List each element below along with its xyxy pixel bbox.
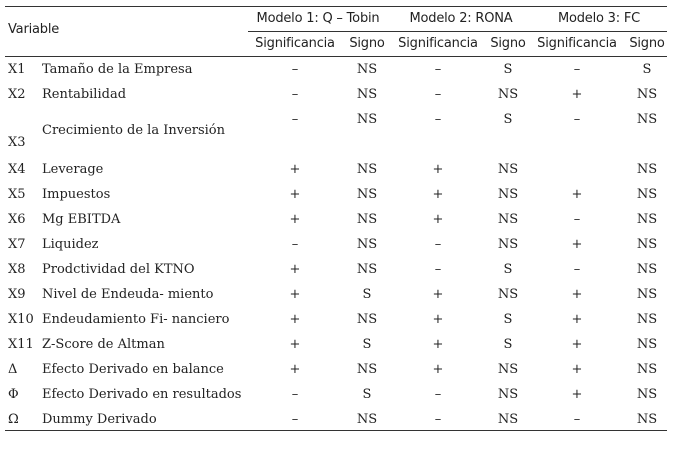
sign-cell: NS	[636, 162, 658, 177]
row-variable-name: Dummy Derivado	[42, 412, 157, 427]
significance-cell: +	[571, 362, 583, 377]
significance-cell: –	[291, 237, 299, 252]
sign-cell: NS	[497, 387, 519, 402]
bottom-rule	[5, 430, 667, 431]
sign-cell: S	[642, 62, 652, 77]
significance-cell: –	[434, 262, 442, 277]
row-id: Δ	[8, 362, 18, 377]
significance-cell: +	[289, 337, 301, 352]
sign-cell: NS	[356, 187, 378, 202]
significance-cell: +	[432, 312, 444, 327]
sign-cell: NS	[636, 287, 658, 302]
significance-cell: +	[432, 362, 444, 377]
significance-cell: –	[573, 112, 581, 127]
sign-cell: NS	[636, 87, 658, 102]
sign-cell: NS	[356, 237, 378, 252]
significance-cell: +	[432, 162, 444, 177]
sign-cell: NS	[636, 212, 658, 227]
sign-cell: S	[503, 112, 513, 127]
significance-cell: +	[432, 212, 444, 227]
row-variable-name: Liquidez	[42, 237, 99, 252]
row-id: X8	[8, 262, 26, 277]
significance-cell: –	[434, 387, 442, 402]
sign-cell: NS	[497, 87, 519, 102]
row-id: X4	[8, 162, 26, 177]
row-variable-name: Efecto Derivado en balance	[42, 362, 224, 377]
sign-cell: NS	[497, 362, 519, 377]
significance-cell: –	[291, 112, 299, 127]
top-rule	[5, 6, 667, 7]
significance-cell: –	[434, 87, 442, 102]
row-id: Φ	[8, 387, 19, 402]
sign-cell: NS	[636, 312, 658, 327]
significance-cell: –	[434, 237, 442, 252]
sign-cell: NS	[356, 362, 378, 377]
sign-cell: S	[503, 312, 513, 327]
significance-cell: +	[432, 337, 444, 352]
significance-cell: +	[571, 287, 583, 302]
significance-cell: +	[571, 312, 583, 327]
sign-cell: NS	[497, 287, 519, 302]
sign-cell: NS	[636, 262, 658, 277]
row-id: X3	[8, 135, 26, 150]
row-variable-name: Impuestos	[42, 187, 111, 202]
significance-cell: –	[291, 62, 299, 77]
sign-cell: NS	[497, 187, 519, 202]
sign-cell: NS	[636, 412, 658, 427]
row-variable-name: Leverage	[42, 162, 104, 177]
header-sign-2: Signo	[490, 36, 526, 51]
significance-cell: –	[573, 412, 581, 427]
row-variable-name: Efecto Derivado en resultados	[42, 387, 242, 402]
significance-cell: –	[434, 112, 442, 127]
sign-cell: NS	[636, 337, 658, 352]
significance-cell: +	[571, 337, 583, 352]
sign-cell: NS	[356, 262, 378, 277]
sign-cell: NS	[356, 87, 378, 102]
row-variable-name: Mg EBITDA	[42, 212, 121, 227]
significance-cell: –	[291, 412, 299, 427]
row-variable-name: Tamaño de la Empresa	[42, 62, 193, 77]
row-id: X1	[8, 62, 26, 77]
significance-cell: +	[571, 187, 583, 202]
significance-cell: –	[291, 87, 299, 102]
sign-cell: NS	[356, 212, 378, 227]
row-id: X10	[8, 312, 34, 327]
row-id: X5	[8, 187, 26, 202]
sign-cell: NS	[636, 112, 658, 127]
sign-cell: NS	[497, 212, 519, 227]
sign-cell: S	[503, 337, 513, 352]
significance-cell: +	[571, 237, 583, 252]
significance-cell: +	[289, 212, 301, 227]
sign-cell: NS	[356, 312, 378, 327]
sign-cell: S	[362, 287, 372, 302]
row-id: X7	[8, 237, 26, 252]
row-id: X2	[8, 87, 26, 102]
model-group-rule	[248, 31, 667, 32]
header-model-1: Modelo 1: Q – Tobin	[256, 11, 380, 26]
header-bottom-rule	[5, 56, 667, 57]
significance-cell: –	[291, 387, 299, 402]
sign-cell: NS	[356, 412, 378, 427]
sign-cell: NS	[636, 187, 658, 202]
significance-cell: –	[573, 212, 581, 227]
header-significance-3: Significancia	[537, 36, 617, 51]
sign-cell: NS	[356, 62, 378, 77]
header-sign-1: Signo	[349, 36, 385, 51]
row-id: X11	[8, 337, 34, 352]
significance-cell: –	[573, 62, 581, 77]
sign-cell: S	[503, 62, 513, 77]
sign-cell: NS	[356, 162, 378, 177]
sign-cell: NS	[497, 412, 519, 427]
row-variable-name: Nivel de Endeuda- miento	[42, 287, 214, 302]
significance-cell: –	[434, 62, 442, 77]
header-significance-2: Significancia	[398, 36, 478, 51]
sign-cell: NS	[356, 112, 378, 127]
significance-cell: –	[434, 412, 442, 427]
row-variable-name: Crecimiento de la Inversión	[42, 123, 226, 138]
significance-cell: –	[573, 262, 581, 277]
significance-cell: +	[571, 87, 583, 102]
sign-cell: NS	[636, 387, 658, 402]
row-variable-name: Endeudamiento Fi- nanciero	[42, 312, 230, 327]
sign-cell: S	[362, 337, 372, 352]
row-id: X9	[8, 287, 26, 302]
header-variable: Variable	[8, 22, 60, 37]
significance-cell: +	[289, 312, 301, 327]
significance-cell: +	[289, 187, 301, 202]
row-id: X6	[8, 212, 26, 227]
header-model-3: Modelo 3: FC	[557, 11, 641, 26]
sign-cell: NS	[497, 237, 519, 252]
significance-cell: +	[432, 187, 444, 202]
sign-cell: NS	[636, 362, 658, 377]
sign-cell: NS	[636, 237, 658, 252]
header-significance-1: Significancia	[255, 36, 335, 51]
significance-cell: +	[289, 287, 301, 302]
significance-cell: +	[289, 262, 301, 277]
row-variable-name: Rentabilidad	[42, 87, 127, 102]
sign-cell: NS	[497, 162, 519, 177]
significance-cell: +	[432, 287, 444, 302]
row-id: Ω	[8, 412, 19, 427]
sign-cell: S	[503, 262, 513, 277]
significance-cell: +	[289, 162, 301, 177]
sign-cell: S	[362, 387, 372, 402]
row-variable-name: Prodctividad del KTNO	[42, 262, 195, 277]
header-sign-3: Signo	[629, 36, 665, 51]
header-model-2: Modelo 2: RONA	[409, 11, 513, 26]
row-variable-name: Z-Score de Altman	[42, 337, 165, 352]
significance-cell: +	[289, 362, 301, 377]
significance-cell: +	[571, 387, 583, 402]
